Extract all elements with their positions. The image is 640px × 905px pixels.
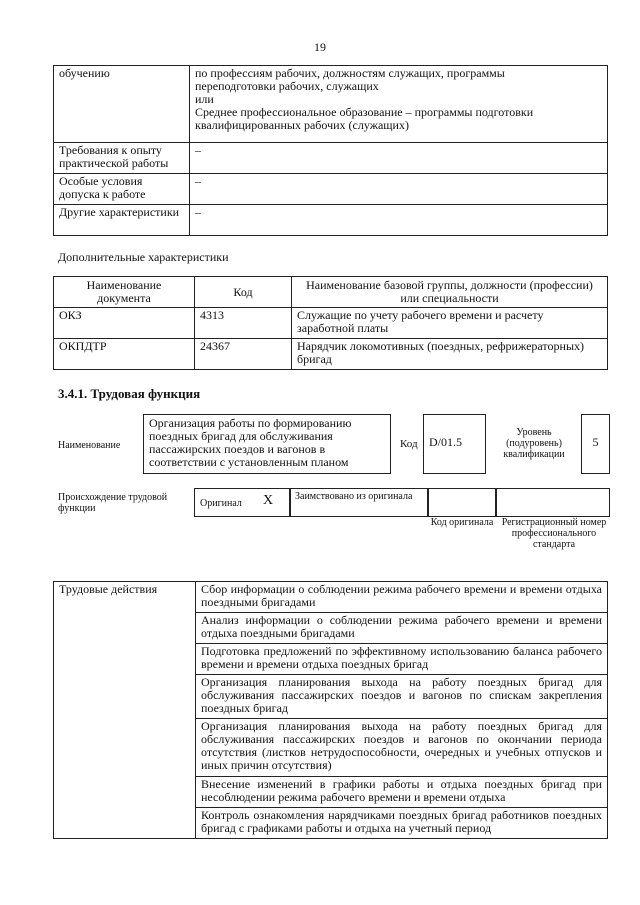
- action-item: Внесение изменений в графики работы и отдыха поездных бригад при несоблюдении режима рабочего времени и времени отдыха: [196, 777, 608, 808]
- reg-number-box: [496, 488, 610, 517]
- table-cell: Нарядчик локомотивных (поездных, рефрижераторных) бригад: [292, 339, 608, 370]
- action-item: Организация планирования выхода на работу поездных бригад для обслуживания пассажирских поездов и вагонов по окончании периода отсутствия (листков нетрудоспособности, очередных и учебных отпусков и иных причин отсутствия): [196, 719, 608, 777]
- action-item: Сбор информации о соблюдении режима рабочего времени и времени отдыха поездными бригадами: [196, 582, 608, 613]
- value-line: квалифицированных рабочих (служащих): [195, 118, 409, 132]
- function-name-box: Организация работы по формированию поездных бригад для обслуживания пассажирских поездов и вагонов в соответствии с установленным планом: [143, 414, 391, 474]
- row-value: –: [190, 205, 608, 236]
- actions-label: Трудовые действия: [54, 582, 196, 839]
- level-box: [581, 414, 610, 474]
- value-line: по профессиям рабочих, должностям служащих, программы: [195, 66, 505, 80]
- characteristics-table: [53, 276, 608, 370]
- row-label: Особые условия допуска к работе: [54, 174, 190, 205]
- column-header: Наименование базовой группы, должности (профессии) или специальности: [292, 277, 608, 308]
- row-label: Требования к опыту практической работы: [54, 143, 190, 174]
- row-value: [190, 66, 608, 143]
- table-row: [54, 66, 608, 143]
- table-cell: Служащие по учету рабочего времени и расчету заработной платы: [292, 308, 608, 339]
- page-number: 19: [314, 40, 326, 54]
- table-header-row: [54, 277, 608, 308]
- value-line: Среднее профессиональное образование – программы подготовки: [195, 105, 534, 119]
- row-value: –: [190, 143, 608, 174]
- action-item: Контроль ознакомления нарядчиками поездных бригад работников поездных бригад с графиками работы и отдыха на учетный период: [196, 808, 608, 839]
- table-cell: 24367: [195, 339, 292, 370]
- code-value: D/01.5: [429, 435, 462, 449]
- reg-number-label: Регистрационный номер профессионального стандарта: [501, 517, 607, 550]
- code-original-label: Код оригинала: [430, 517, 494, 528]
- table-row: [54, 582, 608, 613]
- code-box: [423, 414, 486, 474]
- column-header: Код: [195, 277, 292, 308]
- table-row: [54, 143, 608, 174]
- table-cell: ОКПДТР: [54, 339, 195, 370]
- requirements-table: [53, 65, 608, 236]
- row-label: Другие характеристики: [54, 205, 190, 236]
- table-cell: 4313: [195, 308, 292, 339]
- borrowed-label: Заимствовано из оригинала: [295, 491, 413, 502]
- code-label: Код: [400, 438, 418, 450]
- original-label: Оригинал: [200, 498, 242, 509]
- level-label: Уровень (подуровень) квалификации: [503, 427, 565, 460]
- table-row: [54, 174, 608, 205]
- table-row: [54, 339, 608, 370]
- action-item: Организация планирования выхода на работу поездных бригад для обслуживания пассажирских поездов и вагонов по спискам закрепления поездных бригад: [196, 675, 608, 719]
- value-line: или: [195, 92, 214, 106]
- code-original-box: [428, 488, 496, 517]
- origin-label: Происхождение трудовой функции: [58, 492, 168, 514]
- column-header: Наименование документа: [54, 277, 195, 308]
- row-value: –: [190, 174, 608, 205]
- original-box: [194, 488, 290, 517]
- name-label: Наименование: [58, 440, 121, 451]
- table-cell: ОКЗ: [54, 308, 195, 339]
- row-label: обучению: [54, 66, 190, 143]
- action-item: Подготовка предложений по эффективному использованию баланса рабочего времени и времени отдыха поездных бригад: [196, 644, 608, 675]
- original-mark: X: [263, 493, 274, 508]
- labor-actions-table: [53, 581, 608, 839]
- table-row: [54, 308, 608, 339]
- value-line: переподготовки рабочих, служащих: [195, 79, 379, 93]
- table-row: [54, 205, 608, 236]
- borrowed-box: [290, 488, 428, 517]
- additional-characteristics-title: Дополнительные характеристики: [58, 250, 229, 264]
- action-item: Анализ информации о соблюдении режима рабочего времени и времени отдыха поездными бригадами: [196, 613, 608, 644]
- section-title: 3.4.1. Трудовая функция: [58, 386, 201, 401]
- level-value: 5: [592, 435, 599, 449]
